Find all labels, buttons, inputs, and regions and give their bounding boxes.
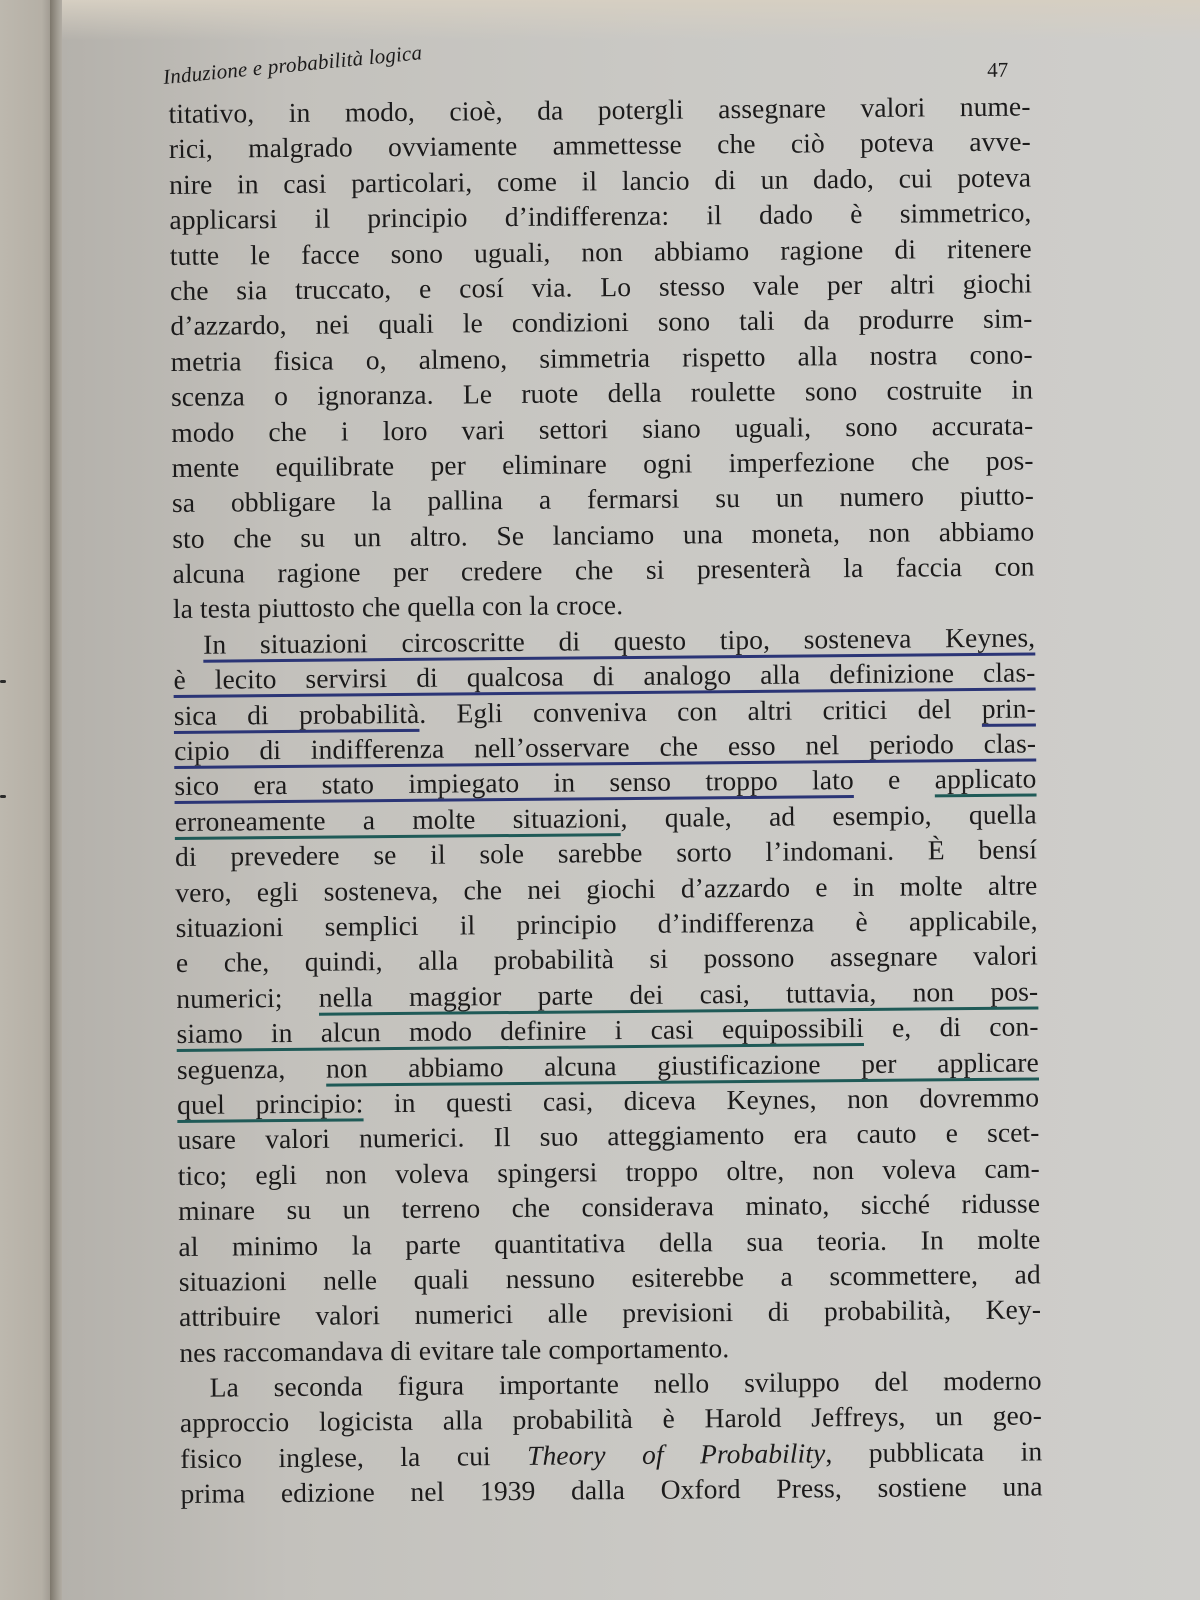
text-span: . Egli conveniva con altri critici del xyxy=(419,692,982,729)
text-span: La seconda figura importante nello sviluppo del moderno xyxy=(209,1364,1042,1403)
text-span: tico; egli non voleva spingersi troppo oltre, non voleva cam- xyxy=(177,1152,1040,1191)
underlined-text: non abbiamo alcuna giustificazione per applicare xyxy=(325,1045,1039,1084)
facing-page-edge xyxy=(0,0,52,1600)
text-span: e xyxy=(853,763,935,796)
paragraph-1 xyxy=(168,88,1035,626)
text-span: che sia truccato, e cosí via. Lo stesso vale per altri giochi xyxy=(169,267,1033,306)
text-span: minare su un terreno che considerava minato, sicché ridusse xyxy=(177,1187,1041,1227)
text-span: mente equilibrate per eliminare ogni imperfezione che pos- xyxy=(171,444,1034,483)
text-span: metria fisica o, almeno, simmetria rispetto alla nostra cono- xyxy=(170,338,1033,377)
underlined-text: sico era stato impiegato in senso troppo lato xyxy=(174,764,854,802)
text-span: , pubblicata in xyxy=(825,1435,1043,1469)
underlined-text: prin- xyxy=(981,692,1036,724)
text-span: scenza o ignoranza. Le ruote della roulette sono costruite in xyxy=(170,373,1034,413)
text-span: modo che i loro vari settori siano uguali, sono accurata- xyxy=(171,408,1034,448)
text-span: situazioni semplici il principio d’indifferenza è applicabile, xyxy=(175,904,1038,943)
text-span: sto che su un altro. Se lanciamo una moneta, non abbiamo xyxy=(172,515,1035,554)
text-span: vero, egli sosteneva, che nei giochi d’azzardo e in molte altre xyxy=(175,869,1038,908)
running-head xyxy=(161,40,1030,90)
text-span: numerici; xyxy=(176,981,319,1014)
text-span: , quale, ad esempio, quella xyxy=(620,798,1037,833)
page-number: 47 xyxy=(987,57,1009,82)
book-page xyxy=(62,0,1200,1600)
text-span: applicarsi il principio d’indifferenza: il dado è simmetrico, xyxy=(169,196,1032,236)
text-span: in questi casi, diceva Keynes, non dovremmo xyxy=(363,1081,1040,1119)
margin-mark xyxy=(0,795,6,798)
paragraph-2 xyxy=(173,619,1041,1370)
text-span: attribuire valori numerici alle previsioni di probabilità, Key- xyxy=(178,1293,1042,1333)
underlined-text: nella maggior parte dei casi, tuttavia, non pos- xyxy=(318,975,1039,1013)
underlined-text: quel principio: xyxy=(177,1087,364,1120)
text-span: usare valori numerici. Il suo atteggiamento era cauto e scet- xyxy=(177,1116,1040,1156)
underlined-text: applicato xyxy=(934,762,1037,795)
text-span: nes raccomandava di evitare tale comportamento. xyxy=(179,1331,730,1368)
text-span: tutte le facce sono uguali, non abbiamo ragione di ritenere xyxy=(169,232,1032,271)
book-title: Theory of Probability xyxy=(526,1437,826,1471)
text-span: e che, quindi, alla probabilità si possono assegnare valori xyxy=(175,939,1039,979)
underlined-text: erroneamente a molte situazioni xyxy=(174,801,621,837)
text-span: situazioni nelle quali nessuno esiterebbe a scommettere, ad xyxy=(178,1258,1041,1297)
paragraph-3 xyxy=(180,1362,1043,1511)
text-span: e, di con- xyxy=(863,1010,1039,1044)
text-span: fisico inglese, la cui xyxy=(180,1439,528,1474)
text-span: d’azzardo, nei quali le condizioni sono tali da produrre sim- xyxy=(170,302,1033,342)
text-span: seguenza, xyxy=(176,1052,327,1085)
text-span: la testa piuttosto che quella con la croce. xyxy=(172,589,624,625)
underlined-text: sica di probabilità xyxy=(173,697,420,731)
text-span: alcuna ragione per credere che si presenterà la faccia con xyxy=(172,550,1035,590)
text-span: nire in casi particolari, come il lancio di un dado, cui poteva xyxy=(169,161,1032,200)
text-span: prima edizione nel 1939 dalla Oxford Press, sostiene una xyxy=(180,1470,1043,1510)
underlined-text: siamo in alcun modo definire i casi equipossibili xyxy=(176,1012,864,1050)
underlined-text: è lecito servirsi di qualcosa di analogo alla definizione clas- xyxy=(173,656,1036,696)
text-line xyxy=(180,1469,1042,1512)
text-span: approccio logicista alla probabilità è Harold Jeffreys, un geo- xyxy=(179,1399,1043,1439)
text-span: sa obbligare la pallina a fermarsi su un numero piutto- xyxy=(171,479,1035,519)
text-span: rici, malgrado ovviamente ammettesse che ciò poteva avve- xyxy=(168,125,1031,165)
text-span: di prevedere se il sole sarebbe sorto l’indomani. È bensí xyxy=(174,833,1038,873)
text-span: al minimo la parte quantitativa della sua teoria. In molte xyxy=(178,1222,1041,1262)
running-title: Induzione e probabilità logica xyxy=(161,40,424,90)
underlined-text: cipio di indifferenza nell’osservare che esso nel periodo clas- xyxy=(173,727,1037,767)
underlined-text: In situazioni circoscritte di questo tipo, sosteneva Keynes, xyxy=(203,621,1036,660)
text-line xyxy=(179,1292,1041,1335)
text-span: titativo, in modo, cioè, da potergli assegnare valori nume- xyxy=(168,90,1031,129)
margin-mark xyxy=(0,680,6,683)
text-block xyxy=(161,40,1043,1511)
